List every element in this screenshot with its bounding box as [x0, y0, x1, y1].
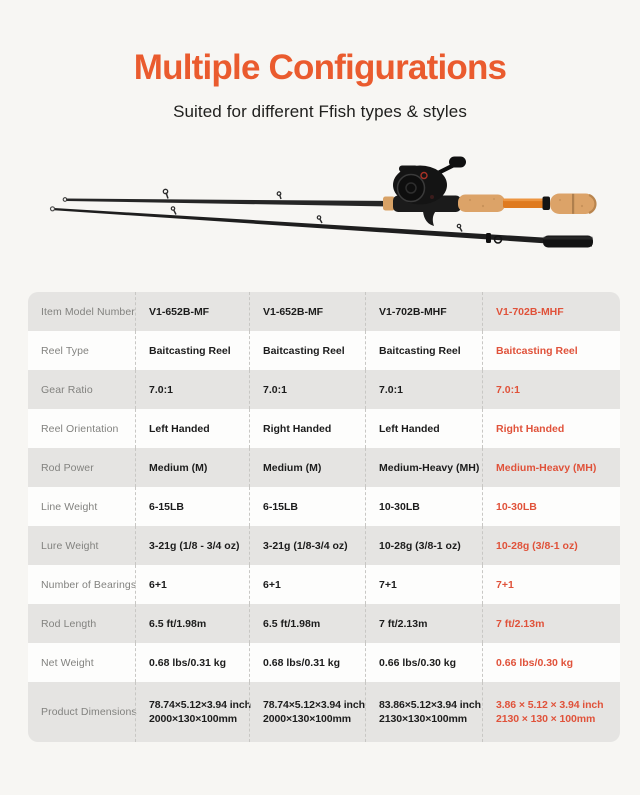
spec-row-rod-power [28, 448, 620, 487]
dimensions-mm: 2000×130×100mm [149, 713, 237, 726]
page-title: Multiple Configurations [133, 48, 507, 87]
spec-value-col1: 7.0:1 [135, 370, 249, 409]
spec-value-col3: 7 ft/2.13m [365, 604, 482, 643]
spec-value-col4-highlight: 7+1 [482, 565, 620, 604]
fore-grip-cork [458, 195, 505, 213]
spec-value-col4-highlight: 7 ft/2.13m [482, 604, 620, 643]
spec-label: Reel Orientation [41, 422, 119, 435]
rear-grip-cork [550, 194, 595, 215]
spec-value-col1 [135, 682, 249, 742]
spec-value-col2: Medium (M) [249, 448, 365, 487]
spec-label: Reel Type [41, 344, 89, 357]
spec-value-col2: V1-652B-MF [249, 292, 365, 331]
spec-value-col3: Baitcasting Reel [365, 331, 482, 370]
spec-value-col1: Baitcasting Reel [135, 331, 249, 370]
orange-butt-blank [503, 199, 545, 209]
spec-value-col4-highlight: 10-28g (3/8-1 oz) [482, 526, 620, 565]
spec-value-col1: Medium (M) [135, 448, 249, 487]
dimensions-mm: 2000×130×100mm [263, 713, 351, 726]
spec-value-col3: Medium-Heavy (MH) [365, 448, 482, 487]
spec-value-col1: 6+1 [135, 565, 249, 604]
spec-label: Lure Weight [41, 539, 99, 552]
spec-value-col1: 6.5 ft/1.98m [135, 604, 249, 643]
spec-value-col4-highlight: Right Handed [482, 409, 620, 448]
spec-value-col2 [249, 682, 365, 742]
spec-value-col4-highlight: Baitcasting Reel [482, 331, 620, 370]
spec-label: Gear Ratio [41, 383, 93, 396]
spec-value-col4-highlight: 10-30LB [482, 487, 620, 526]
page-header [0, 0, 640, 122]
reel-handle-knob [449, 157, 466, 168]
spec-label: Item Model Number [41, 305, 135, 318]
dimensions-mm: 2130×130×100mm [379, 713, 467, 726]
spec-value-col4-highlight: V1-702B-MHF [482, 292, 620, 331]
spec-value-col2: 7.0:1 [249, 370, 365, 409]
rod-illustration [0, 142, 640, 292]
spec-label: Line Weight [41, 500, 98, 513]
spec-value-col1: 3-21g (1/8 - 3/4 oz) [135, 526, 249, 565]
spec-value-col2: 0.68 lbs/0.31 kg [249, 643, 365, 682]
spec-value-col3: 7+1 [365, 565, 482, 604]
spec-value-col1: V1-652B-MF [135, 292, 249, 331]
spec-row-gear-ratio [28, 370, 620, 409]
spec-row-rod-length [28, 604, 620, 643]
spec-label: Net Weight [41, 656, 94, 669]
product-image [0, 142, 640, 292]
spec-value-col1: Left Handed [135, 409, 249, 448]
spec-value-col3: V1-702B-MHF [365, 292, 482, 331]
grip-separator-ring [543, 197, 551, 211]
spec-value-col4-highlight [482, 682, 620, 742]
spec-value-col3: 7.0:1 [365, 370, 482, 409]
spec-value-col2: Right Handed [249, 409, 365, 448]
specs-comparison-table [28, 292, 620, 742]
spec-value-col2: 6-15LB [249, 487, 365, 526]
dimensions-inch: 78.74×5.12×3.94 inch [149, 698, 251, 711]
spec-row-line-weight [28, 487, 620, 526]
spec-value-col4-highlight: 0.66 lbs/0.30 kg [482, 643, 620, 682]
reel-side-plate [398, 175, 425, 202]
dimensions-inch: 3.86 × 5.12 × 3.94 inch [496, 698, 604, 711]
spec-value-col2: Baitcasting Reel [249, 331, 365, 370]
dimensions-inch: 78.74×5.12×3.94 inch [263, 698, 365, 711]
spec-label: Number of Bearings [41, 578, 137, 591]
spec-value-col1: 0.68 lbs/0.31 kg [135, 643, 249, 682]
spec-row-number-of-bearings [28, 565, 620, 604]
spec-value-col3: 0.66 lbs/0.30 kg [365, 643, 482, 682]
spec-value-col4-highlight: Medium-Heavy (MH) [482, 448, 620, 487]
spec-label: Rod Power [41, 461, 94, 474]
trigger-grip [423, 212, 436, 227]
spec-value-col2: 6+1 [249, 565, 365, 604]
spec-row-reel-orientation [28, 409, 620, 448]
spec-label: Rod Length [41, 617, 97, 630]
spec-value-col3: 10-30LB [365, 487, 482, 526]
spec-value-col3: 10-28g (3/8-1 oz) [365, 526, 482, 565]
spec-label: Product Dimensions [41, 706, 137, 719]
dimensions-inch: 83.86×5.12×3.94 inch [379, 698, 481, 711]
spec-value-col2: 6.5 ft/1.98m [249, 604, 365, 643]
page-subtitle: Suited for different Ffish types & styles [173, 102, 467, 122]
spec-value-col1: 6-15LB [135, 487, 249, 526]
spec-value-col3: Left Handed [365, 409, 482, 448]
spec-row-item-model-number [28, 292, 620, 331]
spec-value-col3 [365, 682, 482, 742]
spec-value-col4-highlight: 7.0:1 [482, 370, 620, 409]
rod-lower-section [51, 207, 594, 248]
dimensions-mm: 2130 × 130 × 100mm [496, 713, 596, 726]
spec-row-net-weight [28, 643, 620, 682]
spec-row-product-dimensions [28, 682, 620, 742]
spec-value-col2: 3-21g (1/8-3/4 oz) [249, 526, 365, 565]
spec-row-reel-type [28, 331, 620, 370]
spec-row-lure-weight [28, 526, 620, 565]
